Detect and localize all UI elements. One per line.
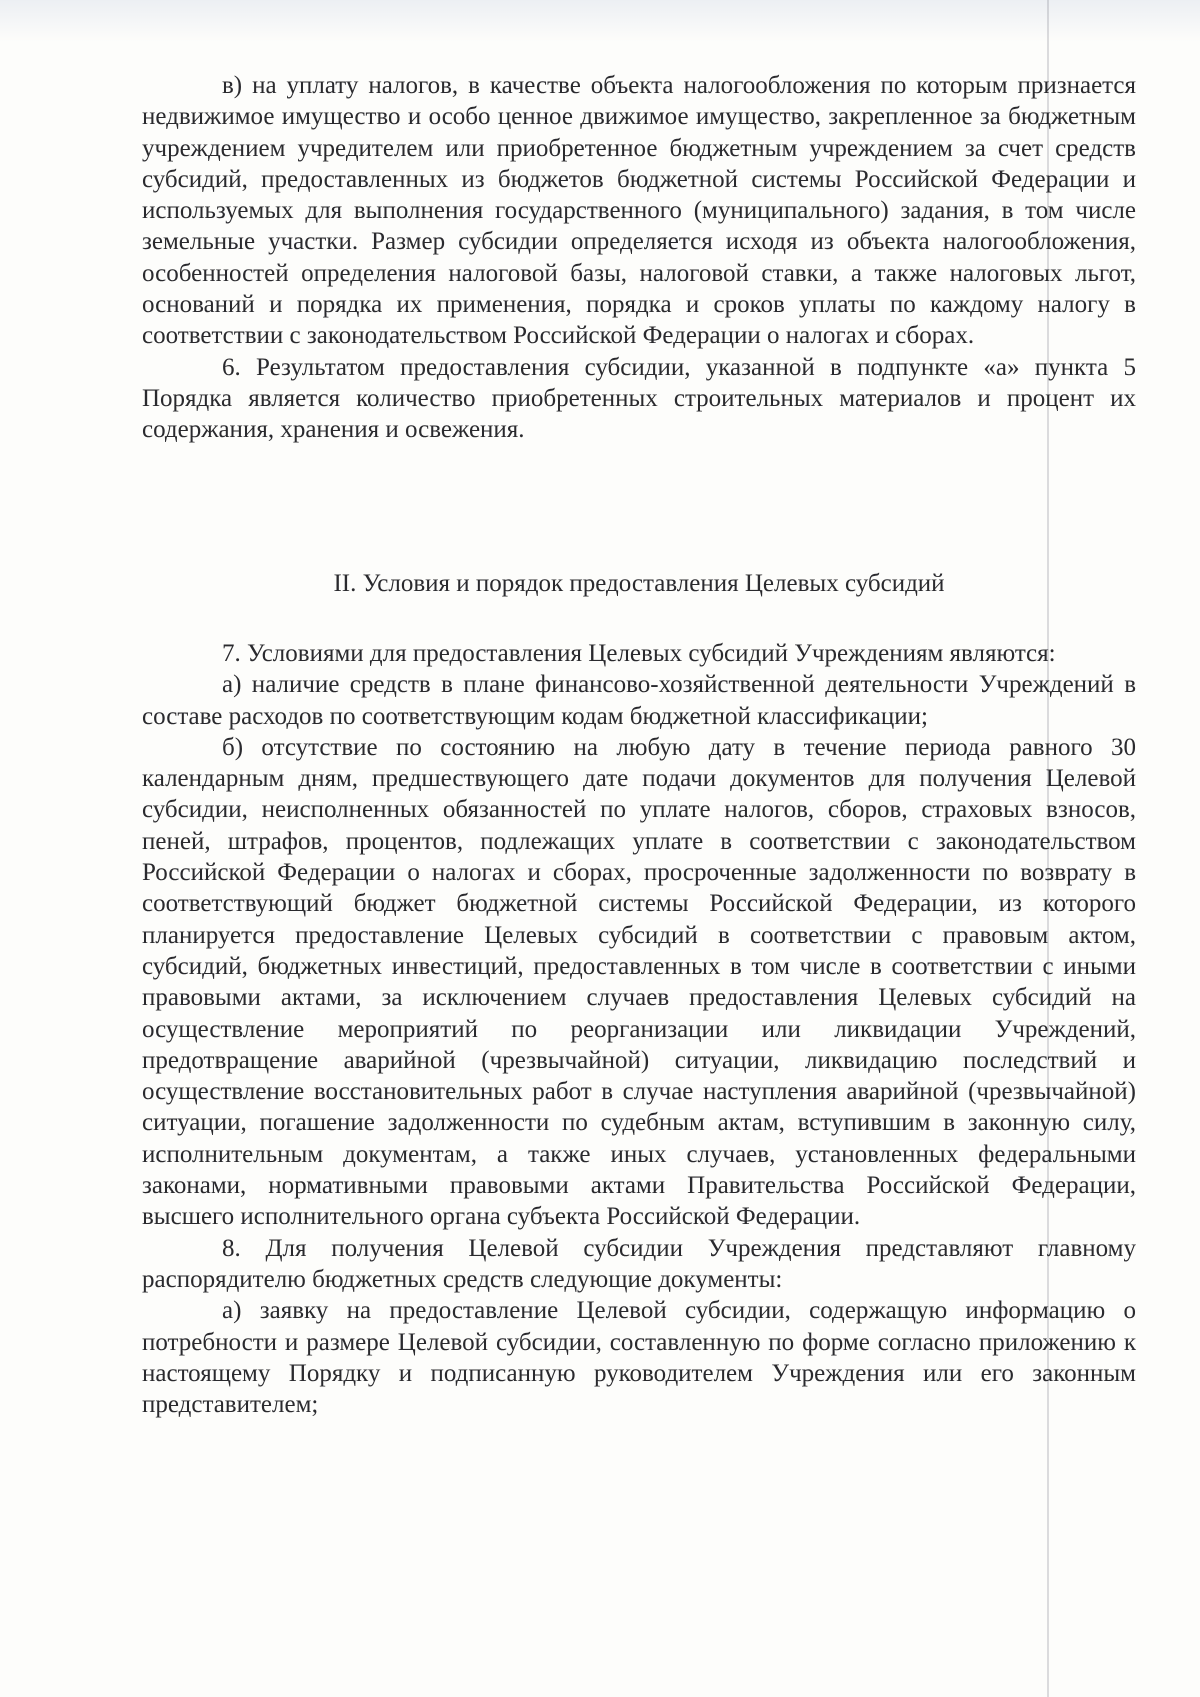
scan-shadow [0,0,1200,42]
paragraph-8a: а) заявку на предоставление Целевой субсидии, содержащую информацию о потребности и размере Целевой субсидии, составленную по форме согласно приложению к настоящему Порядку и подписанную руководителем Учреждения или его законным представителем; [142,1297,1136,1419]
paragraph-7: 7. Условиями для предоставления Целевых субсидий Учреждениям являются: [222,640,1056,667]
paragraph-8: 8. Для получения Целевой субсидии Учреждения представляют главному распорядителю бюджетных средств следующие документы: [142,1234,1136,1293]
paragraph-6: 6. Результатом предоставления субсидии, указанной в подпункте «а» пункта 5 Порядка является количество приобретенных строительных материалов и процент их содержания, хранения и освежения. [142,353,1136,444]
section-heading: II. Условия и порядок предоставления Целевых субсидий [333,570,945,597]
paragraph-7a: а) наличие средств в плане финансово-хозяйственной деятельности Учреждений в составе расходов по соответствующим кодам бюджетной классификации; [142,671,1136,730]
document-body-top [142,70,1136,446]
paragraph-7b: б) отсутствие по состоянию на любую дату в течение периода равного 30 календарным дням, предшествующего дате подачи документов для получения Целевой субсидии, неисполненных обязанностей по уплате налогов, сборов, страховых взносов, пеней, штрафов, процентов, подлежащих уплате в соответствии с законодательством Российской Федерации о налогах и сборах, просроченные задолженности по возврату в соответствующий бюджет бюджетной системы Российской Федерации, из которого планируется предоставление Целевых субсидий в соответствии с правовым актом, субсидий, бюджетных инвестиций, предоставленных в том числе в соответствии с иными правовыми актами, за исключением случаев предоставления Целевых субсидий на осуществление мероприятий по реорганизации или ликвидации Учреждений, предотвращение аварийной (чрезвычайной) ситуации, ликвидацию последствий и осуществление восстановительных работ в случае наступления аварийной (чрезвычайной) ситуации, погашение задолженности по судебным актам, вступившим в законную силу, исполнительным документам, а также иных случаев, установленных федеральными законами, нормативными правовыми актами Правительства Российской Федерации, высшего исполнительного органа субъекта Российской Федерации. [142,733,1136,1231]
document-body-main [142,638,1136,1420]
paragraph-5v: в) на уплату налогов, в качестве объекта налогообложения по которым признается недвижимое имущество и особо ценное движимое имущество, закрепленное за бюджетным учреждением учредителем или приобретенное бюджетным учреждением за счет средств субсидий, предоставленных из бюджетов бюджетной системы Российской Федерации и используемых для выполнения государственного (муниципального) задания, в том числе земельные участки. Размер субсидии определяется исходя из объекта налогообложения, особенностей определения налоговой базы, налоговой ставки, а также налоговых льгот, оснований и порядка их применения, порядка и сроков уплаты по каждому налогу в соответствии с законодательством Российской Федерации о налогах и сборах. [142,72,1136,350]
